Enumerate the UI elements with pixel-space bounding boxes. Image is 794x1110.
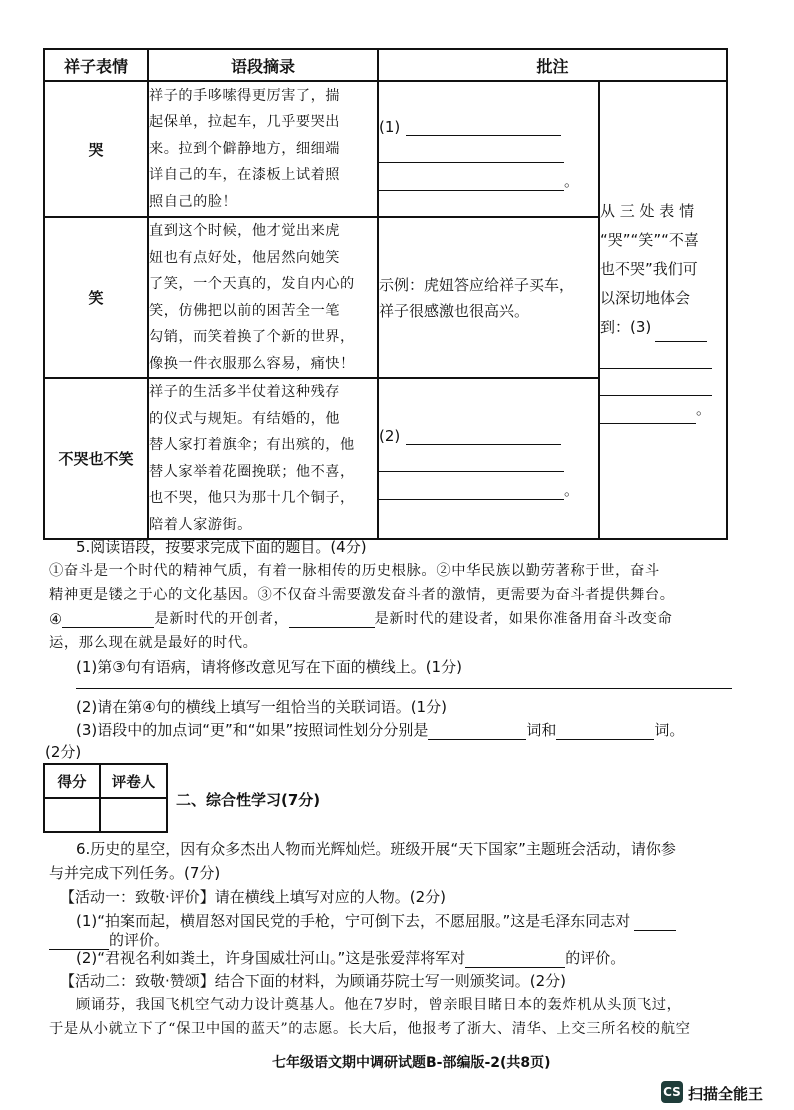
annotation-table [43, 48, 728, 540]
q5-blank-connective-1[interactable] [62, 611, 154, 628]
summary-line: 以深切地体会 [600, 288, 691, 307]
table-row [44, 81, 727, 217]
q5-blank-pos-1[interactable] [428, 723, 526, 740]
answer-blank-3a[interactable] [655, 325, 707, 342]
score-input[interactable] [44, 798, 100, 832]
excerpt-line: 了笑，一个天真的，发自内心的 [149, 276, 355, 292]
activity1-q1-text: (1)“拍案而起，横眉怒对国民党的手枪，宁可倒下去，不愿屈服。”这是毛泽东同志对 [76, 912, 631, 930]
excerpt-line: 勾销，而笑着换了个新的世界， [149, 329, 355, 345]
q5-passage-part: 是新时代的开创者， [154, 611, 289, 627]
summary-line: “哭”“笑”“不喜 [600, 230, 699, 249]
q5-sub3-part: 词和 [526, 721, 557, 739]
q5-answer-line[interactable] [76, 688, 732, 689]
q6-line: 6.历史的星空，因有众多杰出人物而光辉灿烂。班级开展“天下国家”主题班会活动，请你参 [76, 840, 676, 858]
example-line: 祥子很感激也很高兴。 [379, 301, 530, 320]
excerpt-line: 详自己的车，在漆板上试着照 [149, 167, 340, 184]
example-line: 示例：虎妞答应给祥子买车， [379, 275, 575, 294]
camscanner-logo: CS [661, 1081, 683, 1103]
q6-line: 与并完成下列任务。(7分) [49, 864, 221, 882]
grader-input[interactable] [100, 798, 167, 832]
q5-passage-part: 是新时代的建设者，如果你准备用奋斗改变命 [374, 611, 673, 627]
header-annotation: 批注 [378, 49, 727, 81]
watermark-text: 扫描全能王 [688, 1085, 764, 1103]
activity1-q1 [76, 910, 676, 931]
q5-sub2: (2)请在第④句的横线上填写一组恰当的关联词语。(1分) [76, 698, 447, 716]
table-header-row [44, 49, 727, 81]
answer-blank-2c[interactable] [379, 483, 564, 500]
q5-blank-connective-2[interactable] [289, 611, 375, 628]
answer-blank-3d[interactable] [600, 407, 696, 424]
answer-blank-3c[interactable] [600, 369, 712, 396]
activity1-q2 [76, 947, 625, 968]
page-footer: 七年级语文期中调研试题B-部编版-2(共8页) [272, 1055, 551, 1071]
q5-passage-line [49, 608, 672, 628]
activity1-title: 【活动一：致敬·评价】请在横线上填写对应的人物。(2分) [60, 888, 447, 906]
excerpt-line: 笑，仿佛把以前的困苦全一笔 [149, 302, 340, 319]
summary-line: 也不哭”我们可 [600, 259, 698, 278]
header-expression: 祥子表情 [44, 49, 148, 81]
activity1-blank-2[interactable] [465, 951, 565, 968]
score-label: 得分 [44, 764, 100, 798]
activity2-title: 【活动二：致敬·赞颂】结合下面的材料，为顾诵芬院士写一则颁奖词。(2分) [60, 972, 567, 990]
q5-sub3-part: 词。 [654, 721, 685, 739]
expression-cell: 笑 [44, 217, 148, 378]
note-cell-1 [378, 81, 599, 217]
excerpt-line: 祥子的生活多半仗着这种残存 [149, 384, 340, 400]
excerpt-cell [148, 81, 378, 217]
excerpt-line: 替人家打着旗伞；有出殡的，他 [149, 437, 355, 453]
note-label-2: (2) [379, 427, 401, 445]
q5-passage-line: ①奋斗是一个时代的精神气质，有着一脉相传的历史根脉。②中华民族以勤劳著称于世，奋斗 [49, 563, 660, 579]
answer-blank-3b[interactable] [600, 342, 712, 369]
answer-blank-1b[interactable] [379, 136, 564, 163]
excerpt-line: 也不哭，他只为那十几个铜子， [149, 490, 355, 506]
note-cell-example [378, 217, 599, 378]
answer-blank-2b[interactable] [379, 445, 564, 472]
activity1-q2-text: (2)“君视名利如粪土，许身国威壮河山。”这是张爱萍将军对 [76, 949, 466, 967]
excerpt-line: 陪着人家游街。 [149, 516, 252, 533]
excerpt-line: 替人家举着花圈挽联；他不喜， [149, 463, 355, 480]
excerpt-line: 妞也有点好处，他居然向她笑 [149, 249, 340, 266]
material-line: 于是从小就立下了“保卫中国的蓝天”的志愿。长大后，他报考了浙大、清华、上交三所名校的航空 [49, 1021, 691, 1037]
material-line: 顾诵芬，我国飞机空气动力设计奠基人。他在7岁时，曾亲眼目睹日本的轰炸机从头顶飞过， [76, 997, 682, 1013]
answer-blank-2a[interactable] [406, 428, 561, 445]
q5-passage-part: ④ [49, 612, 63, 628]
q5-title: 5.阅读语段，按要求完成下面的题目。(4分) [76, 538, 367, 556]
note-cell-2 [378, 378, 599, 539]
excerpt-line: 祥子的手哆嗦得更厉害了，揣 [149, 87, 340, 104]
summary-cell [599, 81, 727, 539]
q5-passage-line: 运，那么现在就是最好的时代。 [49, 635, 258, 651]
q5-sub1: (1)第③句有语病，请将修改意见写在下面的横线上。(1分) [76, 658, 462, 676]
q5-sub3-part: (3)语段中的加点词“更”和“如果”按照词性划分分别是 [76, 721, 429, 739]
answer-blank-1a[interactable] [406, 119, 561, 136]
excerpt-line: 照自己的脸！ [149, 193, 238, 210]
activity1-blank-1a[interactable] [634, 914, 676, 931]
note-end-1: 。 [564, 171, 580, 190]
excerpt-line: 起保单，拉起车，几乎要哭出 [149, 114, 340, 131]
summary-line: 到：(3) [600, 317, 652, 336]
grader-label: 评卷人 [100, 764, 167, 798]
activity1-q1-end: 的评价。 [109, 931, 170, 949]
excerpt-line: 像换一件衣服那么容易，痛快！ [149, 355, 355, 372]
expression-cell: 不哭也不笑 [44, 378, 148, 539]
q5-passage-line: 精神更是镂之于心的文化基因。③不仅奋斗需要激发奋斗者的激情，更需要为奋斗者提供舞台。 [49, 587, 675, 603]
excerpt-line: 来。拉到个僻静地方，细细端 [149, 140, 340, 157]
q5-sub3-score: (2分) [45, 743, 82, 761]
score-box [43, 763, 168, 833]
note-end-2: 。 [564, 481, 580, 499]
excerpt-cell [148, 378, 378, 539]
summary-end: 。 [696, 399, 712, 418]
excerpt-line: 直到这个时候，他才觉出来虎 [149, 223, 340, 239]
activity1-q2-end: 的评价。 [565, 949, 626, 967]
summary-line: 从 三 处 表 情 [600, 201, 695, 220]
section2-title: 二、综合性学习(7分) [176, 791, 321, 809]
q5-sub3 [76, 719, 684, 740]
header-excerpt: 语段摘录 [148, 49, 378, 81]
expression-cell: 哭 [44, 81, 148, 217]
q5-blank-pos-2[interactable] [556, 723, 654, 740]
note-label-1: (1) [379, 117, 401, 136]
answer-blank-1c[interactable] [379, 174, 564, 191]
excerpt-line: 的仪式与规矩。有结婚的，他 [149, 410, 340, 427]
excerpt-cell [148, 217, 378, 378]
